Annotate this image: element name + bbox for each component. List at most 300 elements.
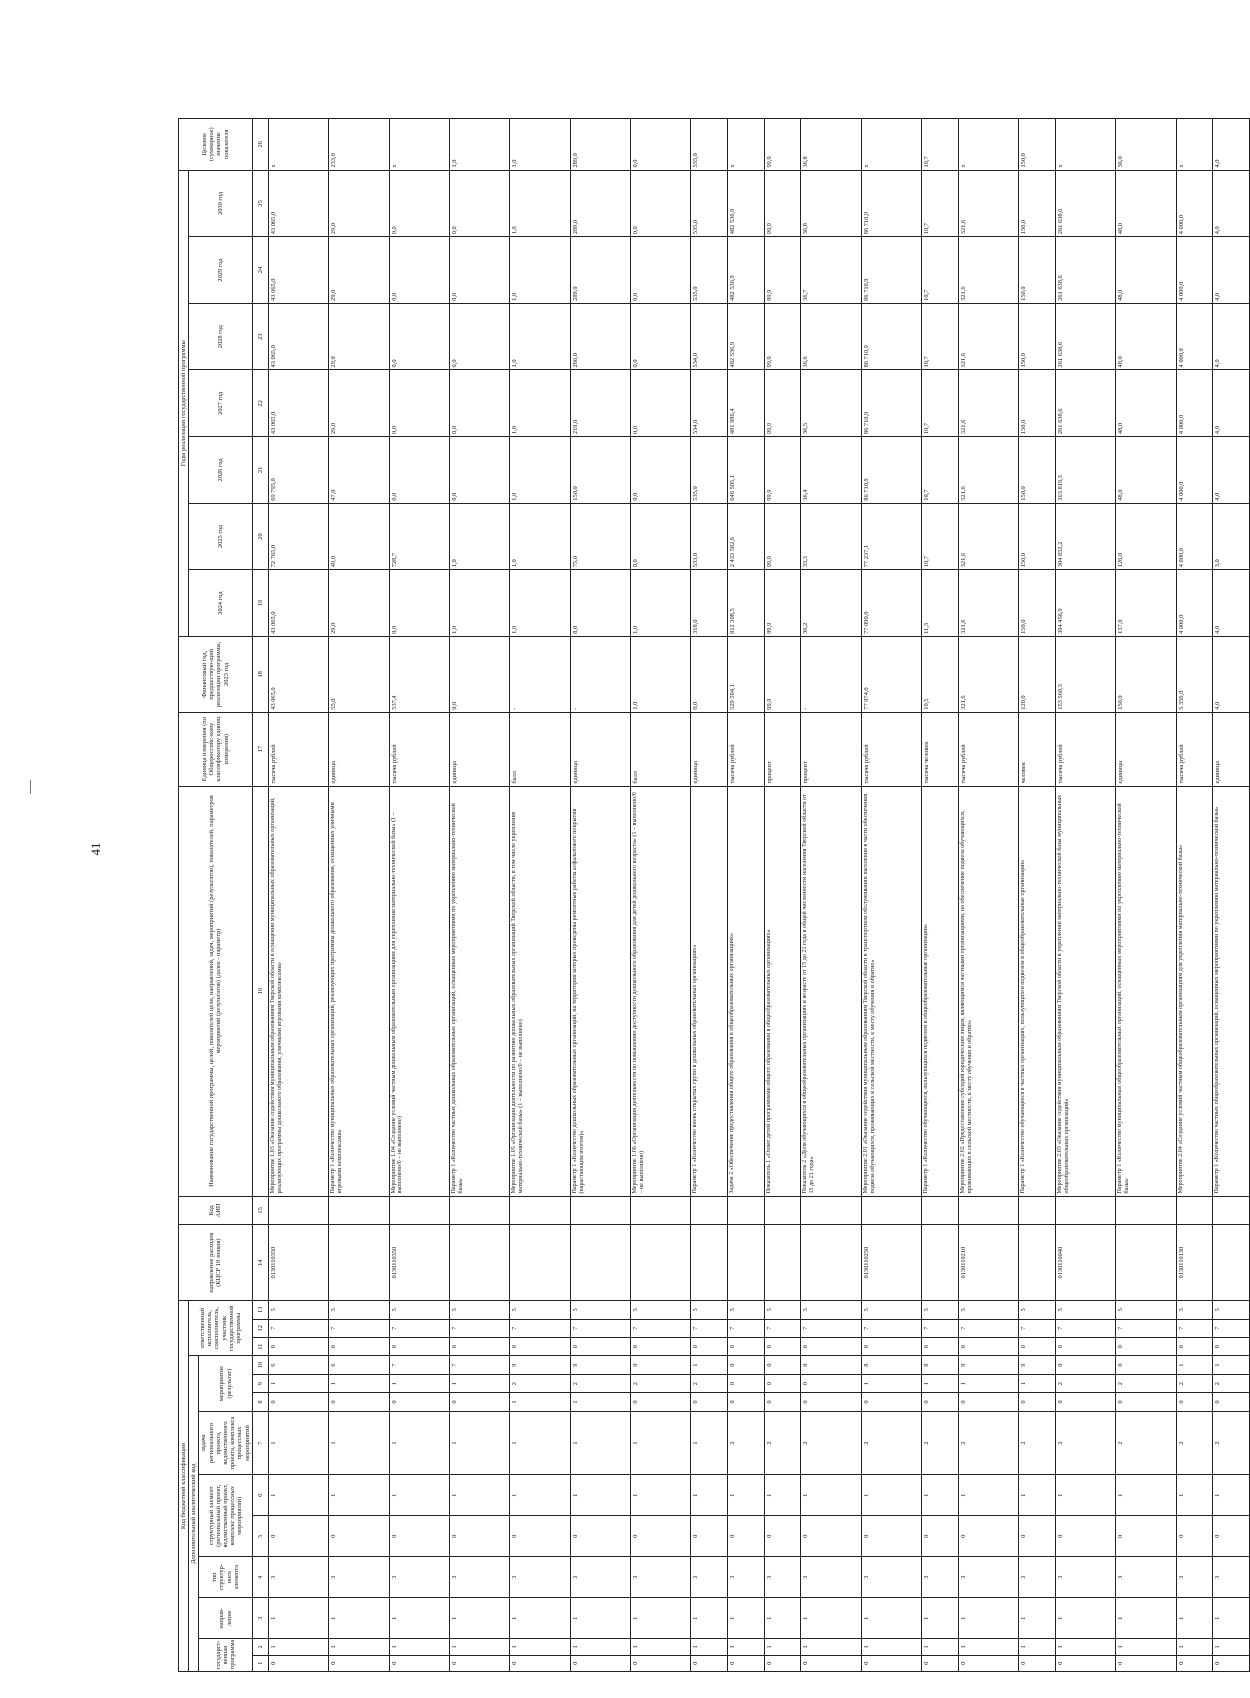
code-cell: 0 bbox=[631, 1356, 691, 1374]
code-cell: 0 bbox=[1116, 1356, 1176, 1374]
year-value-cell: 0,0 bbox=[389, 370, 449, 437]
base-value-cell: - bbox=[510, 636, 570, 712]
table-row bbox=[1019, 119, 1056, 1672]
code-cell: 7 bbox=[728, 1319, 765, 1337]
code-cell: 9 bbox=[510, 1356, 570, 1374]
year-value-cell: 10,7 bbox=[922, 503, 959, 570]
code-cell: 9 bbox=[958, 1356, 1018, 1374]
year-value-cell: 4 000,0 bbox=[1176, 237, 1213, 304]
description-cell: Задача 2 «Обеспечение предоставления общего образования в общеобразовательных организациях» bbox=[728, 786, 765, 1196]
target-cell: 36,0 bbox=[1116, 119, 1176, 171]
code-cell: 1 bbox=[449, 1475, 509, 1516]
code-cell: 0 bbox=[329, 1337, 389, 1355]
code-cell: 1 bbox=[449, 1411, 509, 1475]
year-value-cell: 0,0 bbox=[631, 170, 691, 237]
year-value-cell: 77 237,1 bbox=[861, 503, 921, 570]
code-cell: 0 bbox=[449, 1337, 509, 1355]
year-value-cell: 36,8 bbox=[801, 170, 861, 237]
year-value-cell: 99,9 bbox=[764, 437, 801, 504]
year-value-cell: 3,0 bbox=[1213, 503, 1250, 570]
code-cell: 0 bbox=[801, 1337, 861, 1355]
code-cell: 1 bbox=[922, 1639, 959, 1655]
header-year-2030: 2030 год bbox=[189, 170, 253, 237]
code-cell: 7 bbox=[268, 1319, 328, 1337]
code-cell: 1 bbox=[922, 1374, 959, 1392]
table-row bbox=[1116, 119, 1176, 1672]
kcsr-cell bbox=[764, 1225, 801, 1301]
code-cell: 7 bbox=[570, 1319, 630, 1337]
column-number: 24 bbox=[252, 237, 268, 304]
rotated-page bbox=[178, 118, 1250, 1672]
code-cell: 1 bbox=[861, 1598, 921, 1639]
base-value-cell: 10,5 bbox=[922, 636, 959, 712]
code-cell: 0 bbox=[329, 1393, 389, 1411]
code-cell: 1 bbox=[510, 1598, 570, 1639]
aip-cell bbox=[570, 1196, 630, 1225]
year-value-cell: 1,0 bbox=[510, 303, 570, 370]
code-cell: 0 bbox=[861, 1655, 921, 1671]
code-cell: 0 bbox=[510, 1516, 570, 1557]
code-cell: 0 bbox=[691, 1655, 728, 1671]
description-cell: Мероприятие 2.02 «Предоставление субсидий юридическим лицам, являющимся частными организациями, на обеспечение подвоза обучающихся, проживающих в сельской местности, к месту обучения и обратно» bbox=[958, 786, 1018, 1196]
code-cell: 0 bbox=[1176, 1337, 1213, 1355]
code-cell: 5 bbox=[1213, 1301, 1250, 1319]
code-cell: 3 bbox=[1116, 1557, 1176, 1598]
code-cell: 3 bbox=[1055, 1557, 1115, 1598]
year-value-cell: 150,0 bbox=[1019, 237, 1056, 304]
column-number: 2 bbox=[252, 1639, 268, 1655]
code-cell: 1 bbox=[1019, 1475, 1056, 1516]
header-kcsr: направление расходов (КЦСР 10 знаков) bbox=[179, 1225, 253, 1301]
code-cell: 0 bbox=[389, 1516, 449, 1557]
code-cell: 5 bbox=[329, 1301, 389, 1319]
base-value-cell: 99,9 bbox=[764, 636, 801, 712]
code-cell: 1 bbox=[958, 1374, 1018, 1392]
code-cell: 5 bbox=[389, 1301, 449, 1319]
code-cell: 7 bbox=[922, 1319, 959, 1337]
aip-cell bbox=[764, 1196, 801, 1225]
code-cell: 7 bbox=[958, 1319, 1018, 1337]
code-cell: 0 bbox=[764, 1374, 801, 1392]
code-cell: 0 bbox=[728, 1393, 765, 1411]
kcsr-cell bbox=[922, 1225, 959, 1301]
code-cell: 0 bbox=[1176, 1516, 1213, 1557]
header-year-2026: 2026 год bbox=[189, 437, 253, 504]
description-cell: Параметр 1 «Количество муниципальных общеобразовательных организаций, оснащенных мероприятиями по укреплению материально-технической базы» bbox=[1116, 786, 1176, 1196]
year-value-cell: 0,0 bbox=[389, 170, 449, 237]
code-cell: 1 bbox=[268, 1411, 328, 1475]
target-cell: х bbox=[728, 119, 765, 171]
header-code-budget: Код бюджетной классификации bbox=[179, 1301, 189, 1672]
code-cell: 7 bbox=[1019, 1319, 1056, 1337]
base-value-cell: - bbox=[801, 636, 861, 712]
code-cell: 0 bbox=[510, 1655, 570, 1671]
kcsr-cell bbox=[510, 1225, 570, 1301]
year-value-cell: 4,0 bbox=[1213, 570, 1250, 637]
unit-cell: единица bbox=[691, 712, 728, 786]
code-cell: 0 bbox=[1116, 1516, 1176, 1557]
code-cell: 1 bbox=[570, 1393, 630, 1411]
year-value-cell: 0,0 bbox=[389, 303, 449, 370]
code-cell: 0 bbox=[764, 1655, 801, 1671]
code-cell: 1 bbox=[958, 1639, 1018, 1655]
code-cell: 0 bbox=[1213, 1655, 1250, 1671]
code-cell: 1 bbox=[1019, 1639, 1056, 1655]
code-cell: 0 bbox=[389, 1393, 449, 1411]
code-cell: 1 bbox=[268, 1639, 328, 1655]
code-cell: 3 bbox=[801, 1557, 861, 1598]
year-value-cell: 321,6 bbox=[958, 303, 1018, 370]
code-cell: 0 bbox=[1213, 1337, 1250, 1355]
code-cell: 2 bbox=[1019, 1411, 1056, 1475]
description-cell: Параметр 1 «Количество частных дошкольных образовательных организаций, оснащенных мероприятиями по укреплению материально-технической базы» bbox=[449, 786, 509, 1196]
code-cell: 1 bbox=[1116, 1475, 1176, 1516]
code-cell: 0 bbox=[764, 1356, 801, 1374]
code-cell: 0 bbox=[958, 1337, 1018, 1355]
target-cell: 4,0 bbox=[1213, 119, 1250, 171]
code-cell: 1 bbox=[268, 1475, 328, 1516]
year-value-cell: 36,5 bbox=[801, 370, 861, 437]
code-cell: 1 bbox=[510, 1393, 570, 1411]
code-cell: 1 bbox=[1055, 1598, 1115, 1639]
base-value-cell: 150,0 bbox=[1116, 636, 1176, 712]
column-number: 23 bbox=[252, 303, 268, 370]
year-value-cell: 261 638,6 bbox=[1055, 170, 1115, 237]
code-cell: 3 bbox=[861, 1557, 921, 1598]
year-value-cell: 535,0 bbox=[691, 237, 728, 304]
year-value-cell: 10,7 bbox=[922, 370, 959, 437]
code-cell: 5 bbox=[1019, 1301, 1056, 1319]
year-value-cell: 150,0 bbox=[570, 437, 630, 504]
base-value-cell: 43 065,0 bbox=[268, 636, 328, 712]
description-cell: Мероприятие 1.03 «Оказание содействия муниципальным образованиям Тверской области в оснащении муниципальных образовательных организаций, реализующих программы дошкольного образования, уличными игровыми комплексами» bbox=[268, 786, 328, 1196]
year-value-cell: 534,0 bbox=[691, 370, 728, 437]
base-value-cell: 55,0 bbox=[329, 636, 389, 712]
year-value-cell: 86 710,9 bbox=[861, 437, 921, 504]
year-value-cell: 363 819,3 bbox=[1055, 437, 1115, 504]
code-cell: 8 bbox=[861, 1356, 921, 1374]
year-value-cell: 99,9 bbox=[764, 303, 801, 370]
aip-cell bbox=[449, 1196, 509, 1225]
year-value-cell: 304 852,2 bbox=[1055, 503, 1115, 570]
kcsr-cell bbox=[1116, 1225, 1176, 1301]
code-cell: 1 bbox=[510, 1475, 570, 1516]
code-cell: 0 bbox=[691, 1393, 728, 1411]
year-value-cell: 0,0 bbox=[389, 437, 449, 504]
code-cell: 1 bbox=[389, 1598, 449, 1639]
code-cell: 3 bbox=[958, 1557, 1018, 1598]
year-value-cell: 4 000,0 bbox=[1176, 303, 1213, 370]
code-cell: 7 bbox=[691, 1319, 728, 1337]
year-value-cell: 321,6 bbox=[958, 237, 1018, 304]
code-cell: 0 bbox=[268, 1516, 328, 1557]
aip-cell bbox=[861, 1196, 921, 1225]
code-cell: 6 bbox=[268, 1356, 328, 1374]
year-value-cell: 43 065,0 bbox=[268, 303, 328, 370]
aip-cell bbox=[691, 1196, 728, 1225]
year-value-cell: 99,9 bbox=[764, 370, 801, 437]
year-value-cell: 0,0 bbox=[631, 237, 691, 304]
code-cell: 2 bbox=[570, 1374, 630, 1392]
aip-cell bbox=[1116, 1196, 1176, 1225]
kcsr-cell bbox=[449, 1225, 509, 1301]
code-cell: 0 bbox=[1019, 1393, 1056, 1411]
year-value-cell: 99,9 bbox=[764, 237, 801, 304]
year-value-cell: 150,0 bbox=[1019, 437, 1056, 504]
aip-cell bbox=[329, 1196, 389, 1225]
kcsr-cell bbox=[728, 1225, 765, 1301]
description-cell: Мероприятие 2.03 «Оказание содействия муниципальным образованиям Тверской области в укреплении материально-технической базы муниципальных общеобразовательных организаций» bbox=[1055, 786, 1115, 1196]
code-cell: 5 bbox=[728, 1301, 765, 1319]
year-value-cell: 150,0 bbox=[1019, 570, 1056, 637]
code-cell: 0 bbox=[691, 1516, 728, 1557]
code-cell: 3 bbox=[570, 1557, 630, 1598]
code-cell: 1 bbox=[329, 1411, 389, 1475]
code-cell: 1 bbox=[1019, 1374, 1056, 1392]
year-value-cell: 482 536,9 bbox=[728, 170, 765, 237]
column-number: 25 bbox=[252, 170, 268, 237]
year-value-cell: 4 000,0 bbox=[1176, 370, 1213, 437]
target-cell: х bbox=[1055, 119, 1115, 171]
code-cell: 1 bbox=[631, 1411, 691, 1475]
code-cell: 1 bbox=[861, 1475, 921, 1516]
code-cell: 1 bbox=[764, 1639, 801, 1655]
year-value-cell: 150,0 bbox=[1019, 370, 1056, 437]
year-value-cell: 43 065,0 bbox=[268, 170, 328, 237]
code-cell: 7 bbox=[631, 1319, 691, 1337]
column-number: 4 bbox=[252, 1557, 268, 1598]
kcsr-cell bbox=[1213, 1225, 1250, 1301]
aip-cell bbox=[1213, 1196, 1250, 1225]
unit-cell: единица bbox=[449, 712, 509, 786]
code-cell: 1 bbox=[631, 1598, 691, 1639]
year-value-cell: 728,7 bbox=[389, 503, 449, 570]
code-cell: 0 bbox=[510, 1337, 570, 1355]
code-cell: 5 bbox=[958, 1301, 1018, 1319]
base-value-cell: 0,0 bbox=[449, 636, 509, 712]
code-cell: 2 bbox=[728, 1411, 765, 1475]
year-value-cell: 48,0 bbox=[1116, 170, 1176, 237]
unit-cell: единица bbox=[1213, 712, 1250, 786]
code-cell: 1 bbox=[922, 1475, 959, 1516]
target-cell: 36,8 bbox=[801, 119, 861, 171]
column-number: 1 bbox=[252, 1655, 268, 1671]
header-name: Наименование государственной программы, целей, показателей цели, направлений, задач, мероприятий (результатов), показателей, параметров мероприятий (результатов) (далее - параметр) bbox=[179, 786, 253, 1196]
year-value-cell: 10,7 bbox=[922, 237, 959, 304]
code-cell: 7 bbox=[1213, 1319, 1250, 1337]
unit-cell: тысяча рублей bbox=[861, 712, 921, 786]
year-value-cell: 36,2 bbox=[801, 570, 861, 637]
code-cell: 1 bbox=[691, 1475, 728, 1516]
year-value-cell: 219,0 bbox=[570, 370, 630, 437]
column-number: 13 bbox=[252, 1301, 268, 1319]
code-cell: 7 bbox=[764, 1319, 801, 1337]
unit-cell: тысяча рублей bbox=[728, 712, 765, 786]
table-row bbox=[1213, 119, 1250, 1672]
code-cell: 2 bbox=[1116, 1411, 1176, 1475]
code-cell: 1 bbox=[570, 1411, 630, 1475]
header-direction: направ-ление bbox=[199, 1598, 252, 1639]
year-value-cell: 4,0 bbox=[1213, 437, 1250, 504]
code-cell: 1 bbox=[764, 1598, 801, 1639]
table-row bbox=[1176, 119, 1213, 1672]
year-value-cell: 150,0 bbox=[1019, 303, 1056, 370]
column-number: 3 bbox=[252, 1598, 268, 1639]
year-value-cell: 29,0 bbox=[329, 237, 389, 304]
year-value-cell: 1,0 bbox=[510, 170, 570, 237]
year-value-cell: 86 710,9 bbox=[861, 370, 921, 437]
code-cell: 5 bbox=[1176, 1301, 1213, 1319]
code-cell: 0 bbox=[1116, 1655, 1176, 1671]
base-value-cell: 321,6 bbox=[958, 636, 1018, 712]
code-cell: 0 bbox=[922, 1337, 959, 1355]
code-cell: 5 bbox=[801, 1301, 861, 1319]
code-cell: 0 bbox=[958, 1393, 1018, 1411]
code-cell: 3 bbox=[329, 1557, 389, 1598]
column-number: 19 bbox=[252, 570, 268, 637]
unit-cell: процент bbox=[764, 712, 801, 786]
code-cell: 0 bbox=[801, 1393, 861, 1411]
column-number: 14 bbox=[252, 1225, 268, 1301]
column-number: 22 bbox=[252, 370, 268, 437]
description-cell: Мероприятие 2.01 «Оказание содействия муниципальным образованиям Тверской области в транспортном обслуживании населения в части обеспечения подвоза обучающихся, проживающих в сельской местности, к месту обучения и обратно» bbox=[861, 786, 921, 1196]
table-row bbox=[958, 119, 1018, 1672]
base-value-cell: 77 074,0 bbox=[861, 636, 921, 712]
code-cell: 0 bbox=[801, 1655, 861, 1671]
header-year-2029: 2029 год bbox=[189, 237, 253, 304]
code-cell: 1 bbox=[1019, 1598, 1056, 1639]
year-value-cell: 4,0 bbox=[1213, 303, 1250, 370]
kcsr-cell bbox=[801, 1225, 861, 1301]
code-cell: 2 bbox=[1055, 1374, 1115, 1392]
code-cell: 5 bbox=[268, 1301, 328, 1319]
code-cell: 1 bbox=[268, 1598, 328, 1639]
target-cell: 535,0 bbox=[691, 119, 728, 171]
code-cell: 5 bbox=[922, 1301, 959, 1319]
code-cell: 1 bbox=[958, 1598, 1018, 1639]
column-number: 7 bbox=[252, 1411, 268, 1475]
code-cell: 0 bbox=[1116, 1393, 1176, 1411]
column-number: 20 bbox=[252, 503, 268, 570]
code-cell: 1 bbox=[728, 1475, 765, 1516]
year-value-cell: 394 456,9 bbox=[1055, 570, 1115, 637]
year-value-cell: 1,0 bbox=[510, 370, 570, 437]
code-cell: 0 bbox=[449, 1516, 509, 1557]
code-cell: 1 bbox=[329, 1639, 389, 1655]
unit-cell: человек bbox=[1019, 712, 1056, 786]
unit-cell: единица bbox=[1116, 712, 1176, 786]
code-cell: 5 bbox=[691, 1301, 728, 1319]
year-value-cell: 321,6 bbox=[958, 437, 1018, 504]
unit-cell: процент bbox=[801, 712, 861, 786]
header-admin: ответственный исполнитель, соисполнитель, участник государственной программы bbox=[189, 1301, 253, 1356]
kcsr-cell: 0130110040 bbox=[1055, 1225, 1115, 1301]
code-cell: 0 bbox=[922, 1393, 959, 1411]
unit-cell: тысяча рублей bbox=[389, 712, 449, 786]
code-cell: 1 bbox=[389, 1475, 449, 1516]
table-row bbox=[1055, 119, 1115, 1672]
column-number: 8 bbox=[252, 1393, 268, 1411]
target-cell: 1,0 bbox=[510, 119, 570, 171]
year-value-cell: 4 000,0 bbox=[1176, 437, 1213, 504]
code-cell: 0 bbox=[570, 1516, 630, 1557]
target-cell: 233,0 bbox=[329, 119, 389, 171]
kcsr-cell: 0130110350 bbox=[389, 1225, 449, 1301]
table-row bbox=[329, 119, 389, 1672]
code-cell: 7 bbox=[449, 1319, 509, 1337]
code-cell: 0 bbox=[1055, 1655, 1115, 1671]
code-cell: 0 bbox=[329, 1516, 389, 1557]
year-value-cell: 261 638,6 bbox=[1055, 303, 1115, 370]
aip-cell bbox=[922, 1196, 959, 1225]
column-number: 6 bbox=[252, 1475, 268, 1516]
code-cell: 5 bbox=[510, 1301, 570, 1319]
year-value-cell: 0,0 bbox=[389, 237, 449, 304]
code-cell: 0 bbox=[1176, 1655, 1213, 1671]
table-row bbox=[922, 119, 959, 1672]
year-value-cell: 1,0 bbox=[510, 437, 570, 504]
code-cell: 1 bbox=[1055, 1639, 1115, 1655]
year-value-cell: 321,6 bbox=[958, 170, 1018, 237]
code-cell: 1 bbox=[449, 1374, 509, 1392]
year-value-cell: 321,6 bbox=[958, 370, 1018, 437]
aip-cell bbox=[801, 1196, 861, 1225]
header-year-2025: 2025 год bbox=[189, 503, 253, 570]
kcsr-cell: 0130110350 bbox=[268, 1225, 328, 1301]
code-cell: 0 bbox=[861, 1393, 921, 1411]
column-number: 10 bbox=[252, 1356, 268, 1374]
year-value-cell: 29,0 bbox=[329, 303, 389, 370]
code-cell: 3 bbox=[449, 1557, 509, 1598]
code-cell: 1 bbox=[691, 1356, 728, 1374]
year-value-cell: 33,3 bbox=[801, 503, 861, 570]
header-years-group: Годы реализации государственной программы bbox=[179, 170, 189, 636]
code-cell: 3 bbox=[1213, 1557, 1250, 1598]
code-cell: 3 bbox=[922, 1557, 959, 1598]
code-cell: 0 bbox=[801, 1374, 861, 1392]
column-number: 15 bbox=[252, 1196, 268, 1225]
year-value-cell: 1,0 bbox=[449, 570, 509, 637]
code-cell: 3 bbox=[691, 1557, 728, 1598]
year-value-cell: 4 000,0 bbox=[1176, 170, 1213, 237]
column-number: 17 bbox=[252, 712, 268, 786]
column-number: 21 bbox=[252, 437, 268, 504]
code-cell: 0 bbox=[1055, 1337, 1115, 1355]
code-cell: 1 bbox=[764, 1475, 801, 1516]
aip-cell bbox=[389, 1196, 449, 1225]
year-value-cell: 43 065,0 bbox=[268, 370, 328, 437]
table-row bbox=[268, 119, 328, 1672]
description-cell: Показатель 1 «Охват детей программами общего образования в общеобразовательных организациях» bbox=[764, 786, 801, 1196]
description-cell: Мероприятие 2.04 «Создание условий частным общеобразовательным организациям для укрепления материально-технической базы» bbox=[1176, 786, 1213, 1196]
year-value-cell: 1,0 bbox=[510, 570, 570, 637]
code-cell: 0 bbox=[728, 1516, 765, 1557]
code-cell: 1 bbox=[801, 1475, 861, 1516]
base-value-cell: 5 356,0 bbox=[1176, 636, 1213, 712]
code-cell: 2 bbox=[510, 1374, 570, 1392]
margin-mark bbox=[30, 780, 31, 794]
code-cell: 1 bbox=[1213, 1475, 1250, 1516]
code-cell: 0 bbox=[1019, 1655, 1056, 1671]
code-cell: 7 bbox=[329, 1319, 389, 1337]
code-cell: 7 bbox=[1176, 1319, 1213, 1337]
unit-cell: единица bbox=[329, 712, 389, 786]
code-cell: 1 bbox=[389, 1411, 449, 1475]
aip-cell bbox=[728, 1196, 765, 1225]
year-value-cell: 1,0 bbox=[510, 237, 570, 304]
code-cell: 0 bbox=[570, 1655, 630, 1671]
year-value-cell: 29,0 bbox=[329, 370, 389, 437]
